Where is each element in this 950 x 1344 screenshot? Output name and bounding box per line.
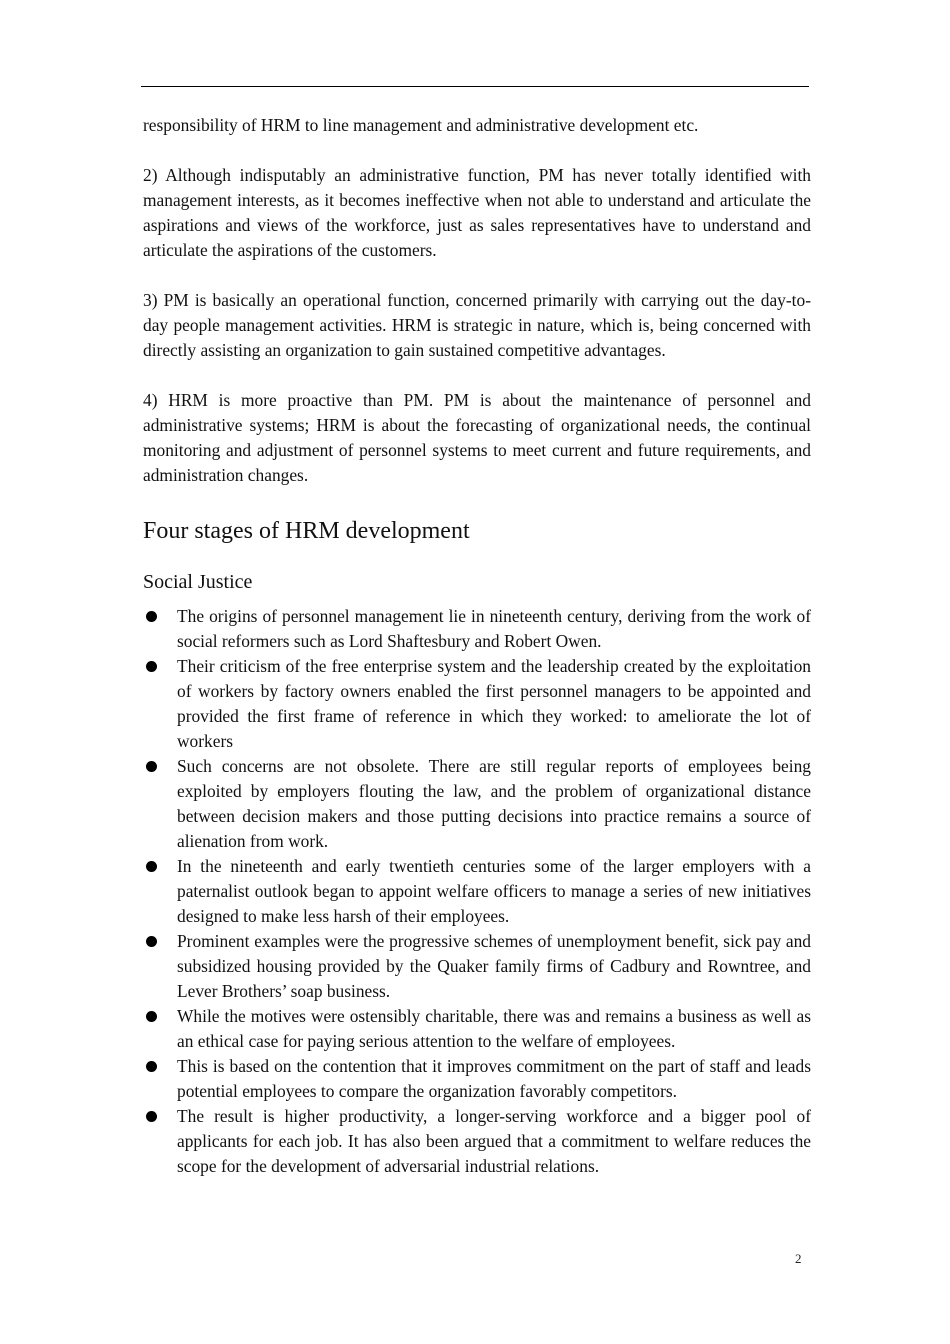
list-item-text: Such concerns are not obsolete. There are still regular reports of employees being exploited by employers flouting the law, and the problem of organizational distance between decision makers and those putting decisions into practice remains a source of alienation from work. <box>177 756 811 851</box>
list-item <box>143 929 811 1004</box>
subsection-heading: Social Justice <box>143 571 253 593</box>
paragraph-continuation: responsibility of HRM to line management and administrative development etc. <box>143 115 699 135</box>
list-item <box>143 1104 811 1179</box>
list-item-text: In the nineteenth and early twentieth centuries some of the larger employers with a paternalist outlook began to appoint welfare officers to manage a series of new initiatives designed to make less harsh of their employees. <box>177 856 811 926</box>
list-item-text: Their criticism of the free enterprise system and the leadership created by the exploitation of workers by factory owners enabled the first personnel managers to be appointed and provided the first frame of reference in which they worked: to ameliorate the lot of workers <box>177 656 811 751</box>
paragraph-point-3: 3) PM is basically an operational function, concerned primarily with carrying out the day-to-day people management activities. HRM is strategic in nature, which is, being concerned with directly assisting an organization to gain sustained competitive advantages. <box>143 290 811 360</box>
bullet-icon <box>146 761 157 772</box>
list-item <box>143 1004 811 1054</box>
paragraph-point-4: 4) HRM is more proactive than PM. PM is about the maintenance of personnel and administrative systems; HRM is about the forecasting of organizational needs, the continual monitoring and adjustment of personnel systems to meet current and future requirements, and administration changes. <box>143 390 811 485</box>
page-number: 2 <box>795 1251 802 1266</box>
list-item-text: This is based on the contention that it improves commitment on the part of staff and leads potential employees to compare the organization favorably competitors. <box>177 1056 811 1101</box>
bullet-icon <box>146 611 157 622</box>
list-item <box>143 754 811 854</box>
bullet-icon <box>146 1011 157 1022</box>
bullet-list <box>143 604 811 1179</box>
list-item-text: The result is higher productivity, a longer-serving workforce and a bigger pool of applicants for each job. It has also been argued that a commitment to welfare reduces the scope for the development of adversarial industrial relations. <box>177 1106 811 1176</box>
bullet-icon <box>146 661 157 672</box>
list-item <box>143 854 811 929</box>
bullet-icon <box>146 861 157 872</box>
section-heading: Four stages of HRM development <box>143 518 470 544</box>
bullet-icon <box>146 1061 157 1072</box>
list-item-text: The origins of personnel management lie in nineteenth century, deriving from the work of social reformers such as Lord Shaftesbury and Robert Owen. <box>177 606 811 651</box>
bullet-icon <box>146 1111 157 1122</box>
list-item <box>143 604 811 654</box>
list-item-text: Prominent examples were the progressive schemes of unemployment benefit, sick pay and subsidized housing provided by the Quaker family firms of Cadbury and Rowntree, and Lever Brothers’ soap business. <box>177 931 811 1001</box>
page-content <box>143 113 811 1179</box>
list-item <box>143 1054 811 1104</box>
bullet-icon <box>146 936 157 947</box>
list-item-text: While the motives were ostensibly charitable, there was and remains a business as well as an ethical case for paying serious attention to the welfare of employees. <box>177 1006 811 1051</box>
header-rule <box>141 86 809 87</box>
paragraph-point-2: 2) Although indisputably an administrative function, PM has never totally identified with management interests, as it becomes ineffective when not able to understand and articulate the aspirations and views of the workforce, just as sales representatives have to understand and articulate the aspirations of the customers. <box>143 165 811 260</box>
list-item <box>143 654 811 754</box>
